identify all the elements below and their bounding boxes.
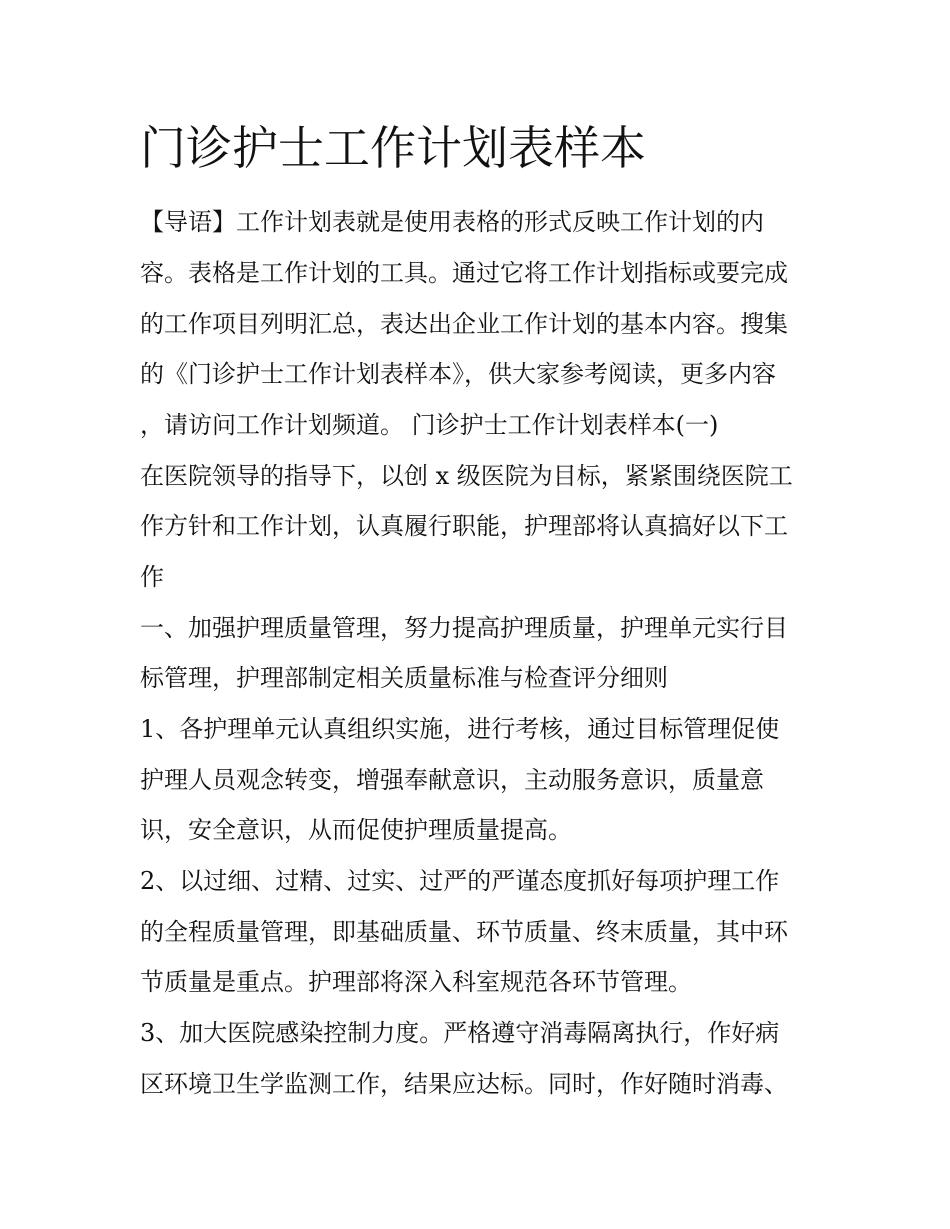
body-line: 节质量是重点。护理部将深入科室规范各环节管理。 <box>140 968 692 996</box>
body-line: 作 <box>140 563 164 591</box>
body-line: 一、加强护理质量管理，努力提高护理质量，护理单元实行目 <box>140 614 788 642</box>
body-line: 标管理，护理部制定相关质量标准与检查评分细则 <box>140 664 668 692</box>
body-line: 在医院领导的指导下，以创 x 级医院为目标，紧紧围绕医院工 <box>140 462 793 490</box>
body-line: 区环境卫生学监测工作，结果应达标。同时，作好随时消毒、 <box>140 1070 788 1098</box>
body-line: 2、以过细、过精、过实、过严的严谨态度抓好每项护理工作 <box>140 867 780 895</box>
body-line: 的工作项目列明汇总，表达出企业工作计划的基本内容。搜集 <box>140 310 788 338</box>
body-line: 3、加大医院感染控制力度。严格遵守消毒隔离执行，作好病 <box>140 1019 780 1047</box>
body-line: 作方针和工作计划，认真履行职能，护理部将认真搞好以下工 <box>140 512 788 540</box>
body-line: 识，安全意识，从而促使护理质量提高。 <box>140 816 572 844</box>
body-line: 容。表格是工作计划的工具。通过它将工作计划指标或要完成 <box>140 259 788 287</box>
body-line: 的《门诊护士工作计划表样本》，供大家参考阅读，更多内容 <box>140 360 776 388</box>
body-line: 1、各护理单元认真组织实施，进行考核，通过目标管理促使 <box>140 715 780 743</box>
body-line: ，请访问工作计划频道。 门诊护士工作计划表样本(一) <box>140 411 719 439</box>
body-line: 护理人员观念转变，增强奉献意识，主动服务意识，质量意 <box>140 766 764 794</box>
body-line: 的全程质量管理，即基础质量、环节质量、终末质量，其中环 <box>140 918 788 946</box>
body-line: 【导语】工作计划表就是使用表格的形式反映工作计划的内 <box>140 208 764 236</box>
document-title: 门诊护士工作计划表样本 <box>140 121 646 175</box>
